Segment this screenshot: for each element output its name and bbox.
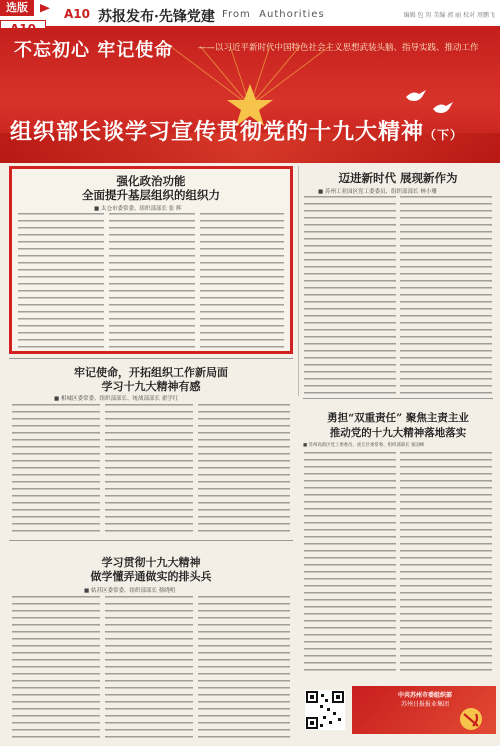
article-2-byline: ■ 苏州工业园区党工委委员、组织部部长 林小珊 xyxy=(318,189,437,195)
article-1-byline: ■ 太仓市委常委、组织部部长 张 辉 xyxy=(94,206,182,212)
article-4-title-line1[interactable]: 勇担“双重责任” 聚焦主责主业 xyxy=(327,412,469,424)
article-3-column xyxy=(198,404,290,534)
article-4-column xyxy=(400,452,492,672)
party-emblem-icon xyxy=(452,706,490,732)
banner-slogan-sub: ——以习近平新时代中国特色社会主义思想武装头脑、指导实践、推动工作 xyxy=(198,43,479,53)
main-title-text: 组织部长谈学习宣传贯彻党的十九大精神 xyxy=(10,119,425,145)
page-number-inline: A10 xyxy=(64,7,90,21)
emblem-rays-icon xyxy=(150,46,350,126)
article-3-title-line1[interactable]: 牢记使命，开拓组织工作新局面 xyxy=(74,366,228,379)
article-5-column xyxy=(105,596,193,742)
article-2-title[interactable]: 迈进新时代 展现新作为 xyxy=(338,171,458,185)
section-divider xyxy=(9,358,293,359)
footer-ad-line1: 中共苏州市委组织部 xyxy=(397,692,452,699)
footer-ad-line2: 苏州日报报业集团 xyxy=(400,701,449,708)
article-1-title-line2: 全面提升基层组织的组织力 xyxy=(82,188,220,202)
section-subtitle xyxy=(222,9,325,20)
article-1-column xyxy=(18,213,104,349)
article-5-title-line1[interactable]: 学习贯彻十九大精神 xyxy=(101,556,201,569)
qr-pattern xyxy=(305,690,345,730)
article-1-column xyxy=(200,213,284,349)
article-4-title-line2[interactable]: 推动党的十九大精神落地落实 xyxy=(329,427,467,439)
article-1-column xyxy=(109,213,195,349)
section-divider xyxy=(9,540,293,541)
dove-icon xyxy=(405,88,427,104)
banner-slogan: 不忘初心 牢记使命 xyxy=(14,40,174,61)
article-3-column xyxy=(12,404,100,534)
article-3-column xyxy=(105,404,193,534)
article-2-column xyxy=(400,196,492,394)
qr-code-icon[interactable] xyxy=(305,690,345,730)
article-1-title-line1: 强化政治功能 xyxy=(116,174,186,188)
article-5-title-line2[interactable]: 做学懂弄通做实的排头兵 xyxy=(90,570,212,583)
section-divider xyxy=(303,398,493,399)
article-5-column xyxy=(12,596,100,742)
article-1-box[interactable] xyxy=(9,166,293,354)
authorities-label: Authorities xyxy=(259,9,325,20)
column-divider xyxy=(298,166,299,396)
dove-icon xyxy=(432,100,454,116)
article-5-column xyxy=(198,596,290,742)
main-title-suffix: （下） xyxy=(424,128,464,142)
article-3-byline: ■ 相城区委常委、组织部部长、统战部部长 翟学红 xyxy=(54,396,179,402)
editor-meta: 编辑 包 玥 美编 郭 丽 校对 周鹏飞 xyxy=(403,12,495,19)
article-5-byline: ■ 姑苏区委常委、组织部部长 蔡晓明 xyxy=(84,588,176,594)
article-4-byline: ■ 苏州高新区党工委委员、虎丘区委常委、组织部部长 张国峰 xyxy=(303,443,425,448)
banner-main-title xyxy=(10,115,490,146)
article-2-column xyxy=(304,196,396,394)
select-page-badge[interactable]: 选版 xyxy=(0,0,34,16)
article-3-title-line2[interactable]: 学习十九大精神有感 xyxy=(101,380,201,393)
article-4-column xyxy=(304,452,396,672)
section-title: 苏报发布·先锋党建 xyxy=(98,9,215,25)
from-label: From xyxy=(222,9,251,20)
